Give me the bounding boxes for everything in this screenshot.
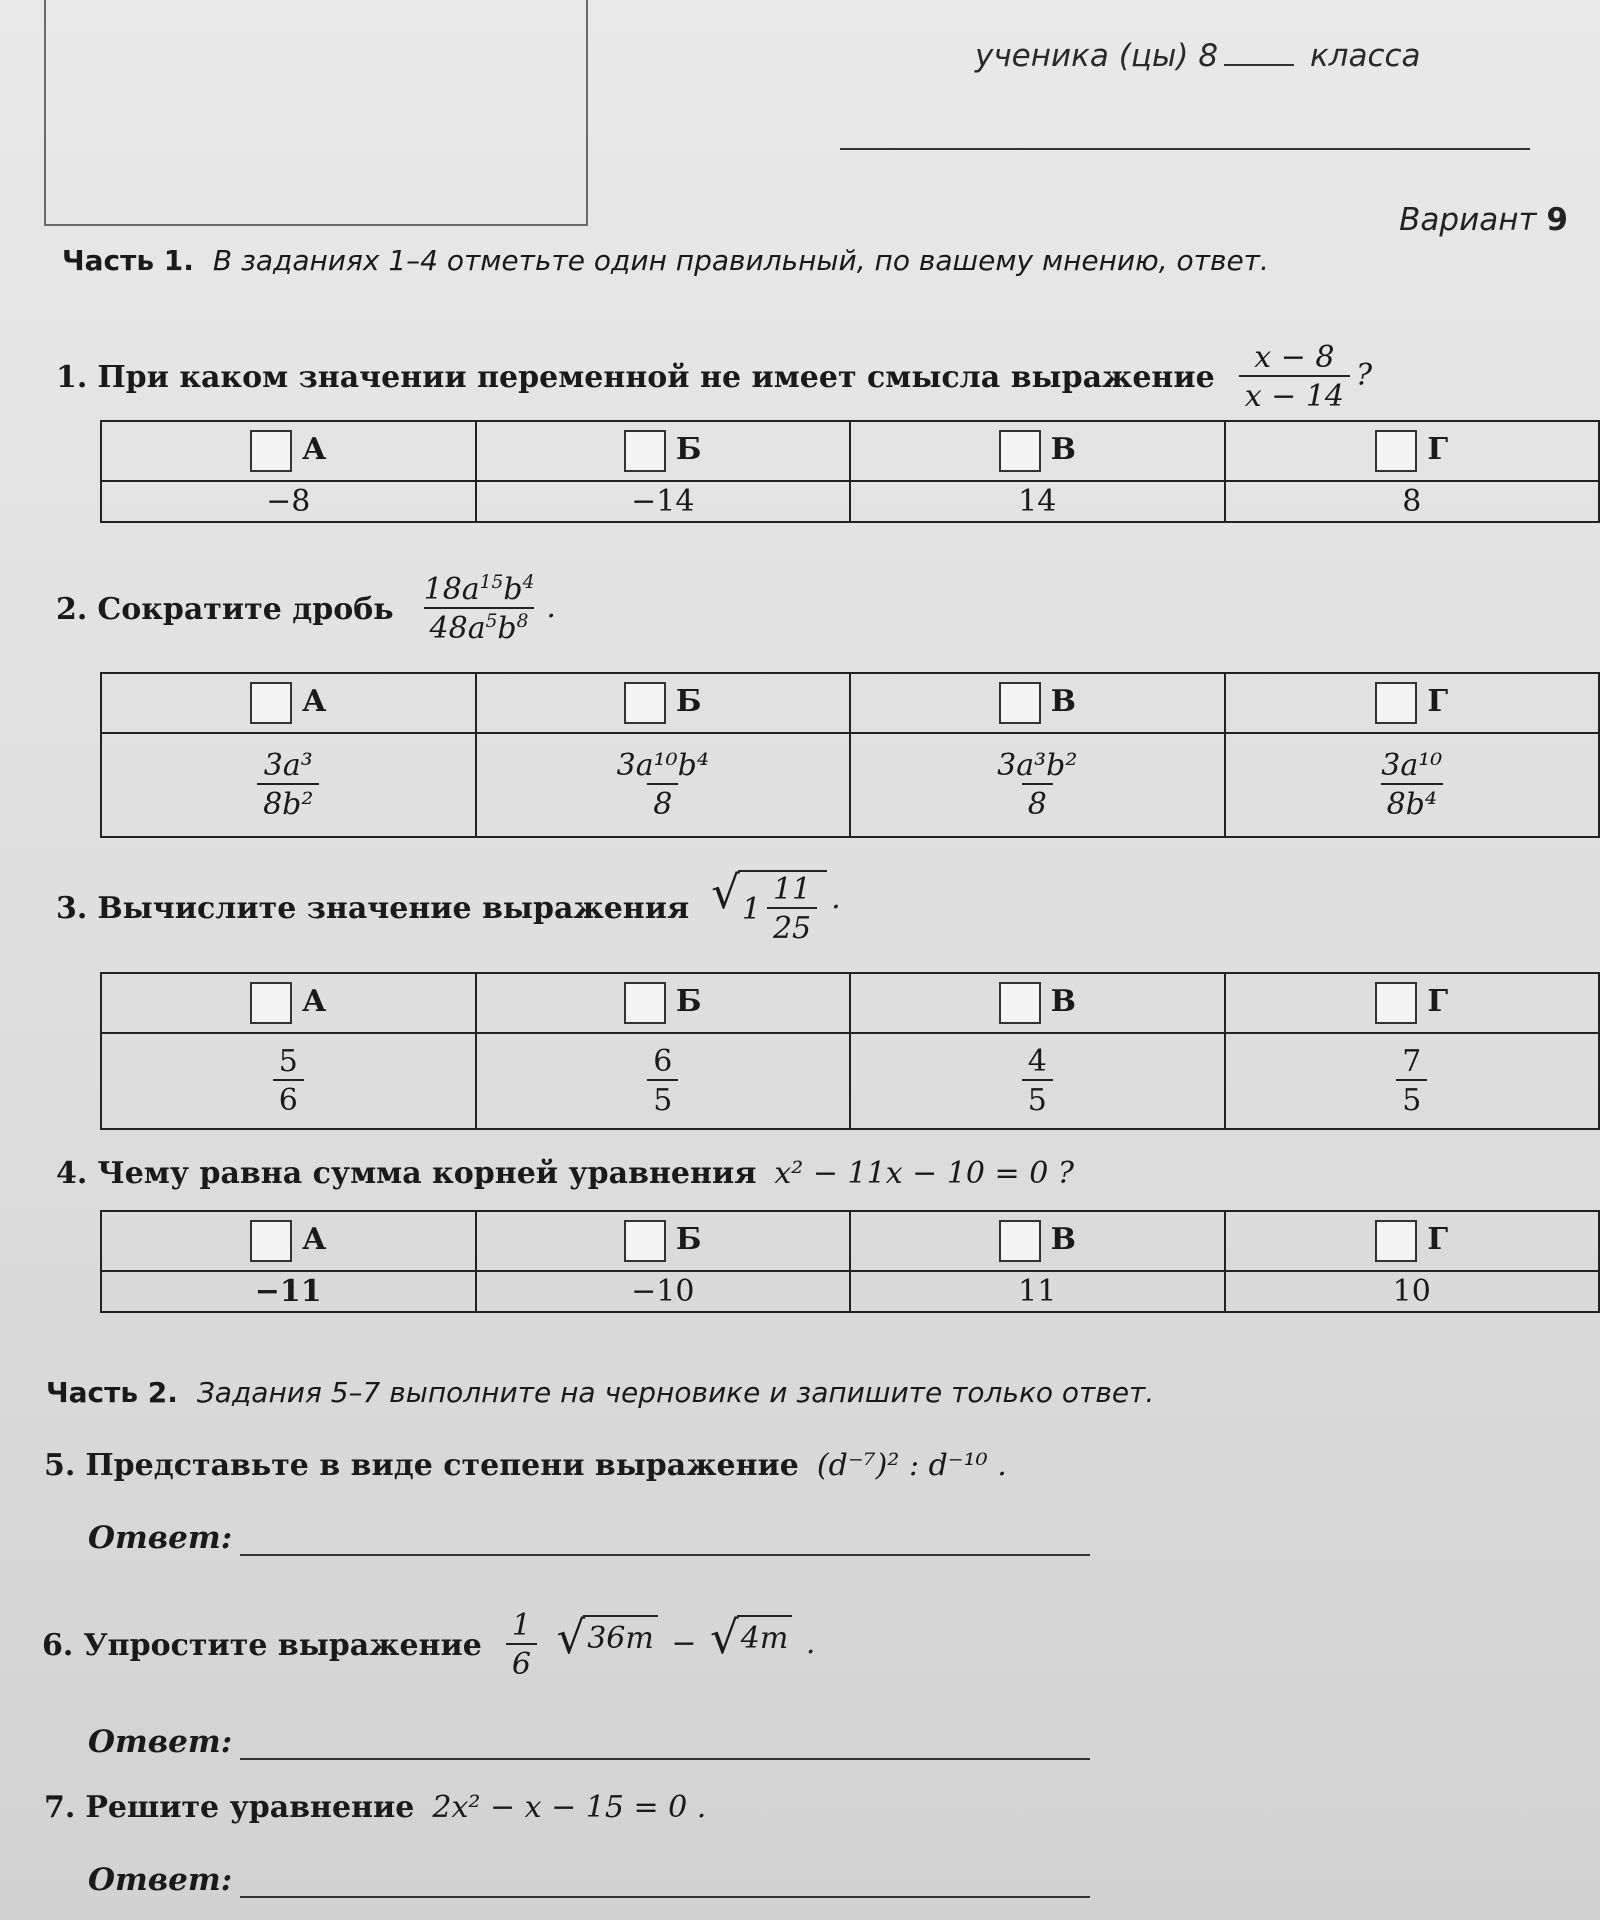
option-letter: Г (1427, 684, 1449, 719)
variant-number: 9 (1546, 202, 1568, 238)
task3-number: 3. (56, 890, 88, 926)
task1-option-b[interactable] (476, 421, 851, 481)
task3-answers (100, 972, 1600, 1130)
task6-end: . (805, 1626, 816, 1661)
task5-answer (88, 1520, 1090, 1556)
task4-answer-v: 11 (850, 1271, 1225, 1312)
task4-option-v[interactable] (850, 1211, 1225, 1271)
task2-denominator (424, 607, 535, 646)
checkbox[interactable] (624, 430, 666, 472)
task1-question (56, 340, 1372, 414)
task1-answer-g: 8 (1225, 481, 1600, 522)
checkbox[interactable] (999, 430, 1041, 472)
checkbox[interactable] (1375, 430, 1417, 472)
option-letter: В (1050, 984, 1076, 1019)
numerator: 3a³ (263, 748, 313, 783)
denominator: 5 (647, 1079, 678, 1118)
task1-option-a[interactable] (101, 421, 476, 481)
task2-expression (412, 572, 556, 646)
checkbox[interactable] (250, 682, 292, 724)
numerator: 3a³b² (997, 748, 1078, 783)
task4-option-b[interactable] (476, 1211, 851, 1271)
task7-number: 7. (44, 1790, 76, 1825)
numerator: 3a¹⁰ (1381, 748, 1443, 783)
task1-number: 1. (56, 359, 88, 395)
radicand: 36m (583, 1615, 658, 1660)
task2-end: . (546, 590, 556, 625)
task1-end: ? (1356, 358, 1373, 393)
task7-answer (88, 1862, 1090, 1898)
task6-number: 6. (42, 1627, 74, 1663)
task2-answer-b (476, 733, 851, 837)
exponent: 5 (485, 611, 498, 632)
task4-number: 4. (56, 1156, 88, 1191)
task3-answer-v (850, 1033, 1225, 1129)
task7-equation: 2x² − x − 15 = 0 . (432, 1790, 707, 1825)
numerator: 4 (1027, 1044, 1047, 1079)
option-letter: Б (675, 984, 702, 1019)
checkbox[interactable] (1375, 682, 1417, 724)
task6-root-1 (556, 1611, 658, 1664)
denominator: 8b⁴ (1381, 783, 1443, 822)
task1-fraction (1239, 340, 1350, 414)
task3-option-v[interactable] (850, 973, 1225, 1033)
task5-expression: (d⁻⁷)² : d⁻¹⁰ . (816, 1448, 1007, 1483)
student-class-line (975, 38, 1421, 74)
task4-option-g[interactable] (1225, 1211, 1600, 1271)
option-letter: А (302, 984, 327, 1019)
exponent: 4 (522, 572, 535, 593)
sqrt-icon: √ (711, 866, 740, 919)
sqrt-icon: √ (710, 1611, 739, 1664)
checkbox[interactable] (250, 1220, 292, 1262)
task7-text: Решите уравнение (85, 1790, 415, 1825)
task1-answers (100, 420, 1600, 523)
option-letter: Б (675, 1222, 702, 1257)
exponent: 15 (479, 572, 504, 593)
task7-answer-field[interactable] (240, 1872, 1090, 1898)
answer-label: Ответ: (88, 1862, 233, 1898)
task1-answer-a: −8 (101, 481, 476, 522)
task2-numerator (418, 572, 541, 607)
term: 18a (423, 572, 480, 607)
task7-question (44, 1790, 706, 1825)
term: b (497, 611, 517, 646)
task3-text: Вычислите значение выражения (97, 890, 690, 926)
numerator: 3a¹⁰b⁴ (616, 748, 709, 783)
checkbox[interactable] (999, 682, 1041, 724)
task6-text: Упростите выражение (83, 1627, 482, 1663)
sqrt-icon: √ (556, 1611, 586, 1664)
checkbox[interactable] (1375, 982, 1417, 1024)
student-suffix: класса (1309, 38, 1421, 74)
checkbox[interactable] (250, 430, 292, 472)
task2-answers (100, 672, 1600, 838)
whole-part: 1 (741, 891, 761, 927)
option-letter: Б (675, 684, 702, 719)
answer-label: Ответ: (88, 1724, 233, 1760)
task5-question (44, 1448, 1007, 1483)
term: b (503, 572, 523, 607)
answer-label: Ответ: (88, 1520, 233, 1556)
task2-option-b[interactable] (476, 673, 851, 733)
part1-label: Часть 1. (62, 244, 194, 277)
checkbox[interactable] (624, 982, 666, 1024)
task1-answer-v: 14 (850, 481, 1225, 522)
task4-answer-g: 10 (1225, 1271, 1600, 1312)
numerator: 11 (772, 872, 812, 907)
task1-text: При каком значении переменной не имеет смысла выражение (97, 359, 1215, 395)
task2-option-v[interactable] (850, 673, 1225, 733)
task2-option-a[interactable] (101, 673, 476, 733)
denominator: 5 (1396, 1079, 1427, 1118)
checkbox[interactable] (1375, 1220, 1417, 1262)
task4-answers (100, 1210, 1600, 1313)
variant-text: Вариант (1399, 202, 1537, 238)
checkbox[interactable] (250, 982, 292, 1024)
part2-label: Часть 2. (46, 1376, 178, 1409)
task2-number: 2. (56, 591, 88, 627)
variant-label (1399, 202, 1568, 238)
checkbox[interactable] (624, 1220, 666, 1262)
task3-radicand (738, 870, 827, 946)
task6-question (42, 1608, 815, 1682)
task5-number: 5. (44, 1448, 76, 1483)
task1-option-v[interactable] (850, 421, 1225, 481)
task3-end: . (831, 881, 841, 916)
part1-text: В заданиях 1–4 отметьте один правильный, по вашему мнению, ответ. (212, 244, 1269, 277)
task2-fraction (418, 572, 541, 646)
task3-answer-a (101, 1033, 476, 1129)
task6-expression (500, 1608, 816, 1682)
task3-expression (707, 866, 841, 946)
denominator: 8b² (257, 783, 319, 822)
option-letter: В (1050, 1222, 1076, 1257)
task1-expression (1233, 340, 1372, 414)
minus-sign: − (671, 1626, 697, 1661)
stamp-box (44, 0, 588, 226)
denominator: 6 (506, 1643, 537, 1682)
numerator: 5 (278, 1044, 298, 1079)
denominator: 8 (1022, 783, 1053, 822)
task1-answer-b: −14 (476, 481, 851, 522)
part2-text: Задания 5–7 выполните на черновике и запишите только ответ. (196, 1376, 1155, 1409)
option-letter: Г (1427, 984, 1449, 1019)
task3-option-b[interactable] (476, 973, 851, 1033)
option-letter: Г (1427, 1222, 1449, 1257)
task4-answer-b: −10 (476, 1271, 851, 1312)
name-underline (840, 148, 1530, 150)
numerator: 6 (653, 1044, 673, 1079)
denominator: 25 (767, 907, 817, 946)
student-prefix: ученика (цы) 8 (975, 38, 1219, 74)
class-blank (1224, 44, 1294, 66)
task2-answer-v (850, 733, 1225, 837)
part1-heading (62, 244, 1269, 277)
task4-text: Чему равна сумма корней уравнения (97, 1156, 757, 1191)
task4-question (56, 1156, 1074, 1191)
radicand: 4m (737, 1615, 793, 1660)
term: 48a (429, 611, 486, 646)
task5-text: Представьте в виде степени выражение (85, 1448, 799, 1483)
task3-question (56, 866, 841, 946)
denominator: 6 (273, 1079, 304, 1118)
task2-answer-a (101, 733, 476, 837)
denominator: 5 (1022, 1079, 1053, 1118)
task6-answer-field[interactable] (240, 1734, 1090, 1760)
task4-equation: x² − 11x − 10 = 0 ? (774, 1156, 1074, 1191)
checkbox[interactable] (999, 982, 1041, 1024)
option-letter: А (302, 432, 327, 467)
task5-answer-field[interactable] (240, 1530, 1090, 1556)
task3-answer-g (1225, 1033, 1600, 1129)
exponent: 8 (516, 611, 529, 632)
task3-root (711, 866, 827, 946)
checkbox[interactable] (624, 682, 666, 724)
option-letter: В (1050, 432, 1076, 467)
task2-option-g[interactable] (1225, 673, 1600, 733)
task3-answer-b (476, 1033, 851, 1129)
task1-numerator: x − 8 (1254, 340, 1335, 375)
part2-heading (46, 1376, 1154, 1409)
task2-answer-g (1225, 733, 1600, 837)
task6-answer (88, 1724, 1090, 1760)
numerator: 7 (1402, 1044, 1422, 1079)
task4-answer-a: −11 (101, 1271, 476, 1312)
option-letter: Б (675, 432, 702, 467)
task2-text: Сократите дробь (97, 591, 394, 627)
denominator: 8 (647, 783, 678, 822)
task1-option-g[interactable] (1225, 421, 1600, 481)
task1-denominator: x − 14 (1239, 375, 1350, 414)
task4-option-a[interactable] (101, 1211, 476, 1271)
checkbox[interactable] (999, 1220, 1041, 1262)
option-letter: Г (1427, 432, 1449, 467)
option-letter: В (1050, 684, 1076, 719)
task3-option-a[interactable] (101, 973, 476, 1033)
numerator: 1 (511, 1608, 531, 1643)
task6-root-2 (710, 1611, 792, 1664)
option-letter: А (302, 684, 327, 719)
option-letter: А (302, 1222, 327, 1257)
task2-question (56, 572, 556, 646)
task3-option-g[interactable] (1225, 973, 1600, 1033)
